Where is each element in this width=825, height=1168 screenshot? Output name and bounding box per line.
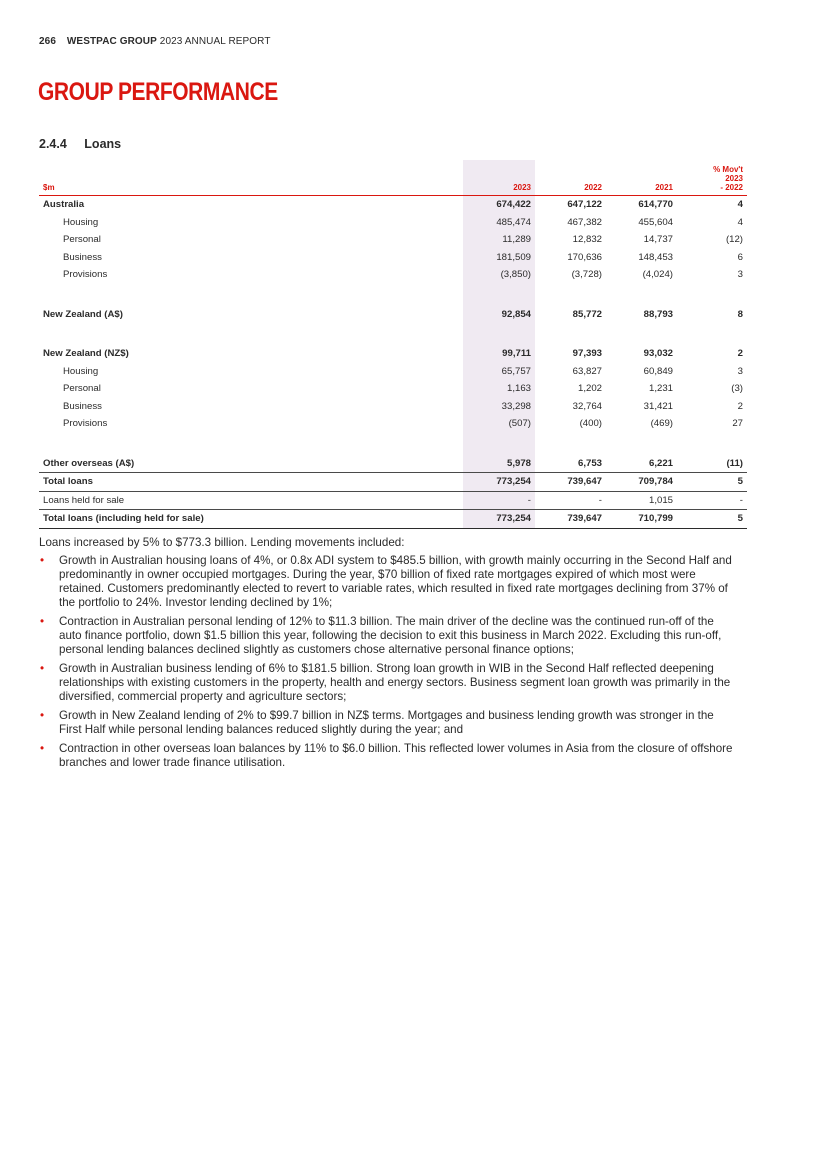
value-2021: 88,793 (643, 308, 673, 320)
value-2023: 99,711 (463, 345, 535, 363)
bullet-icon: • (40, 554, 45, 567)
value-movement: 3 (737, 365, 743, 377)
list-item (39, 709, 739, 737)
table-row (39, 473, 747, 492)
table-row (39, 510, 747, 529)
value-2021: (4,024) (642, 269, 673, 281)
list-item (39, 554, 739, 610)
table-row (39, 455, 747, 473)
table-row (39, 415, 747, 433)
value-movement: 5 (677, 473, 747, 492)
row-label: Total loans (including held for sale) (39, 510, 463, 529)
bullet-list (39, 554, 739, 770)
table-row (39, 363, 747, 381)
page-number: 266 (39, 36, 56, 47)
bullet-text: Growth in Australian business lending of 6% to $181.5 billion. Strong loan growth in WIB in the Second Half reflected deepening relationships with existing customers in the property, health and energy sectors. Business segment loan growth was primarily in the diversified, commercial property and agriculture sectors; (59, 662, 731, 703)
table-header-row (39, 160, 747, 196)
table-row (39, 266, 747, 284)
list-item (39, 662, 739, 704)
row-label: Housing (63, 216, 99, 228)
report-name: 2023 ANNUAL REPORT (159, 36, 271, 47)
value-2023: 674,422 (463, 196, 535, 214)
bullet-text: Growth in Australian housing loans of 4%, or 0.8x ADI system to $485.5 billion, with growth mainly occurring in the Second Half and predominantly in owner occupied mortgages. During the year, $70 billion of fixed rate mortgages expired of which most were retained. Customers predominantly elected to revert to variable rates, which resulted in fixed rate mortgages declining from 37% of the portfolio to 24%. Investor lending declined by 1%; (59, 554, 732, 609)
table-row (39, 249, 747, 267)
row-label: Provisions (63, 269, 108, 281)
section-number: 2.4.4 (39, 137, 67, 151)
value-2021: 6,221 (606, 455, 677, 473)
value-2022: 12,832 (572, 234, 602, 246)
row-label: New Zealand (NZ$) (43, 348, 129, 360)
table-row (39, 196, 747, 214)
value-2022: 1,202 (577, 383, 602, 395)
bullet-icon: • (40, 709, 45, 722)
bullet-icon: • (40, 662, 45, 675)
value-2022: 32,764 (572, 400, 602, 412)
value-2022: 170,636 (567, 251, 602, 263)
value-2023: 485,474 (463, 214, 535, 232)
bullet-text: Contraction in Australian personal lending of 12% to $11.3 billion. The main driver of the decline was the continued run-off of the auto finance portfolio, down $1.5 billion this year, following the decision to exit this business in March 2022. Excluding this run-off, personal lending balances declined slightly as customers chose alternative personal finance options; (59, 615, 722, 656)
value-2021: 93,032 (643, 348, 673, 360)
value-movement: - (677, 491, 747, 510)
value-2021: 709,784 (606, 473, 677, 492)
row-label: Personal (63, 234, 101, 246)
table-row (39, 491, 747, 510)
value-2021: 455,604 (638, 216, 673, 228)
value-2021: (469) (650, 418, 673, 430)
section-title: Loans (84, 137, 122, 151)
value-2023: 11,289 (463, 231, 535, 249)
commentary (39, 536, 739, 775)
intro-paragraph: Loans increased by 5% to $773.3 billion. Lending movements included: (39, 536, 405, 549)
value-2023: 773,254 (463, 473, 535, 492)
list-item (39, 615, 739, 657)
row-label: Personal (63, 383, 101, 395)
value-2021: 31,421 (643, 400, 673, 412)
table-row (39, 380, 747, 398)
row-label: Housing (63, 365, 99, 377)
row-label: Provisions (63, 418, 108, 430)
value-2021: 614,770 (638, 199, 673, 211)
bullet-text: Contraction in other overseas loan balances by 11% to $6.0 billion. This reflected lower volumes in Asia from the closure of offshore branches and lower trade finance utilisation. (59, 742, 733, 769)
bullet-text: Growth in New Zealand lending of 2% to $99.7 billion in NZ$ terms. Mortgages and business lending growth was stronger in the First Half while personal lending balances reduced slightly during the year; and (59, 709, 714, 736)
row-label: Business (63, 251, 102, 263)
value-movement: 6 (737, 251, 743, 263)
value-2023: (507) (463, 415, 535, 433)
section-heading (39, 137, 121, 151)
page-title: GROUP PERFORMANCE (38, 78, 278, 106)
value-2022: 63,827 (572, 365, 602, 377)
row-label: Australia (43, 199, 85, 211)
value-movement: 3 (737, 269, 743, 281)
bullet-icon: • (40, 615, 45, 628)
value-movement: (3) (731, 383, 743, 395)
value-2021: 148,453 (638, 251, 673, 263)
table-row (39, 231, 747, 249)
value-2022: - (535, 491, 606, 510)
value-2022: 739,647 (535, 473, 606, 492)
header-2022: 2022 (535, 160, 606, 196)
spacer-row (39, 323, 747, 345)
value-2022: 6,753 (535, 455, 606, 473)
list-item (39, 742, 739, 770)
header-2023: 2023 (463, 160, 535, 196)
value-2023: 773,254 (463, 510, 535, 529)
value-2023: 92,854 (463, 306, 535, 324)
value-2022: 739,647 (535, 510, 606, 529)
value-2022: 467,382 (567, 216, 602, 228)
header-movement-line1: % Mov't (713, 165, 743, 174)
value-2021: 710,799 (606, 510, 677, 529)
brand-name: WESTPAC GROUP (66, 36, 157, 47)
value-2021: 60,849 (643, 365, 673, 377)
value-2022: 97,393 (572, 348, 602, 360)
value-movement: (12) (725, 234, 743, 246)
row-label: Other overseas (A$) (39, 455, 463, 473)
value-2023: 181,509 (463, 249, 535, 267)
loans-table (39, 160, 747, 529)
row-label: Loans held for sale (39, 491, 463, 510)
value-2022: (3,728) (571, 269, 602, 281)
value-2021: 1,015 (606, 491, 677, 510)
table-row (39, 345, 747, 363)
value-2022: 85,772 (572, 308, 602, 320)
header-unit: $m (39, 160, 463, 196)
row-label: Total loans (39, 473, 463, 492)
value-movement: 8 (737, 308, 743, 320)
value-2021: 14,737 (643, 234, 673, 246)
value-2023: 65,757 (463, 363, 535, 381)
value-2023: 33,298 (463, 398, 535, 416)
value-movement: 2 (737, 348, 743, 360)
bullet-icon: • (40, 742, 45, 755)
value-2022: 647,122 (567, 199, 602, 211)
value-2023: - (463, 491, 535, 510)
table-row (39, 306, 747, 324)
table-row (39, 398, 747, 416)
value-2023: 1,163 (463, 380, 535, 398)
value-movement: (11) (677, 455, 747, 473)
value-movement: 5 (677, 510, 747, 529)
value-movement: 2 (737, 400, 743, 412)
spacer-row (39, 433, 747, 455)
value-2023: (3,850) (463, 266, 535, 284)
header-movement-line2: 2023 (725, 174, 743, 183)
value-2022: (400) (579, 418, 602, 430)
header-movement (677, 160, 747, 196)
spacer-row (39, 284, 747, 306)
row-label: Business (63, 400, 102, 412)
header-2021: 2021 (606, 160, 677, 196)
value-movement: 27 (732, 418, 743, 430)
table-row (39, 214, 747, 232)
value-movement: 4 (737, 216, 743, 228)
value-2023: 5,978 (463, 455, 535, 473)
page-header (39, 36, 271, 47)
header-movement-line3: - 2022 (720, 183, 743, 192)
row-label: New Zealand (A$) (43, 308, 123, 320)
value-movement: 4 (737, 199, 743, 211)
value-2021: 1,231 (648, 383, 673, 395)
